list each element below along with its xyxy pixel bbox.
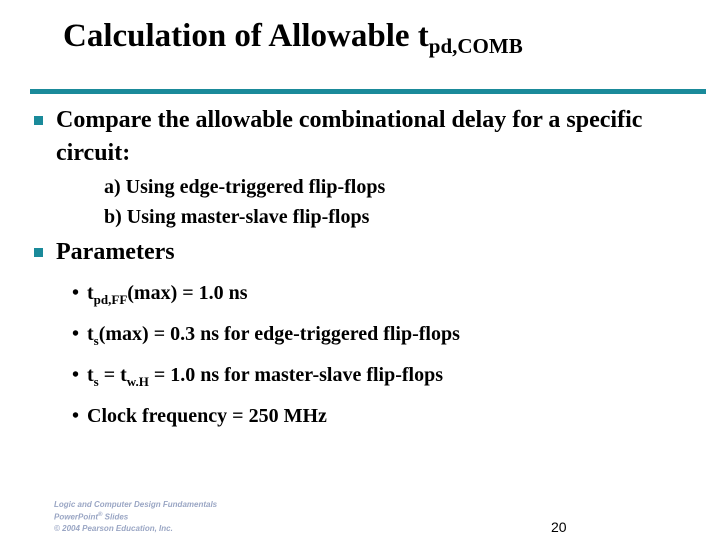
bullet-dot: • bbox=[72, 405, 80, 427]
parameter-item: • $t_{pd,FF}(\max) = 1.0$ ns bbox=[72, 276, 460, 317]
title-subscript: pd,COMB bbox=[428, 34, 523, 58]
square-bullet-icon bbox=[34, 248, 43, 257]
parameter-item: • Clock frequency = 250 MHz bbox=[72, 399, 460, 434]
title-divider bbox=[30, 89, 706, 94]
bullet-compare bbox=[34, 104, 674, 170]
footer-line-3: © 2004 Pearson Education, Inc. bbox=[54, 523, 173, 533]
bullet-compare-text: Compare the allowable combinational delay for a specific circuit: bbox=[56, 107, 643, 166]
footer-line-1: Logic and Computer Design Fundamentals bbox=[54, 500, 218, 509]
title-main: Calculation of Allowable t bbox=[63, 18, 429, 54]
parameter-list bbox=[72, 276, 460, 434]
sub-item-b: b) Using master-slave flip-flops bbox=[104, 206, 370, 228]
bullet-dot: • bbox=[72, 282, 80, 304]
bullet-parameters bbox=[34, 236, 175, 269]
parameter-item: • $t_s(\max) = 0.3$ ns for edge-triggered flip-flops bbox=[72, 317, 460, 358]
square-bullet-icon bbox=[34, 116, 43, 125]
bullet-parameters-text: Parameters bbox=[56, 239, 175, 265]
bullet-dot: • bbox=[72, 364, 80, 386]
sub-list bbox=[104, 172, 385, 232]
footer-line-2: PowerPoint® Slides bbox=[54, 512, 129, 522]
slide-title bbox=[63, 18, 523, 59]
footer-credit bbox=[54, 499, 217, 534]
sub-item-a: a) Using edge-triggered flip-flops bbox=[104, 176, 386, 198]
parameter-item: • $t_s = t_{w.H} = 1.0$ ns for master-slave flip-flops bbox=[72, 358, 460, 399]
bullet-dot: • bbox=[72, 323, 80, 345]
page-number: 20 bbox=[551, 519, 567, 535]
